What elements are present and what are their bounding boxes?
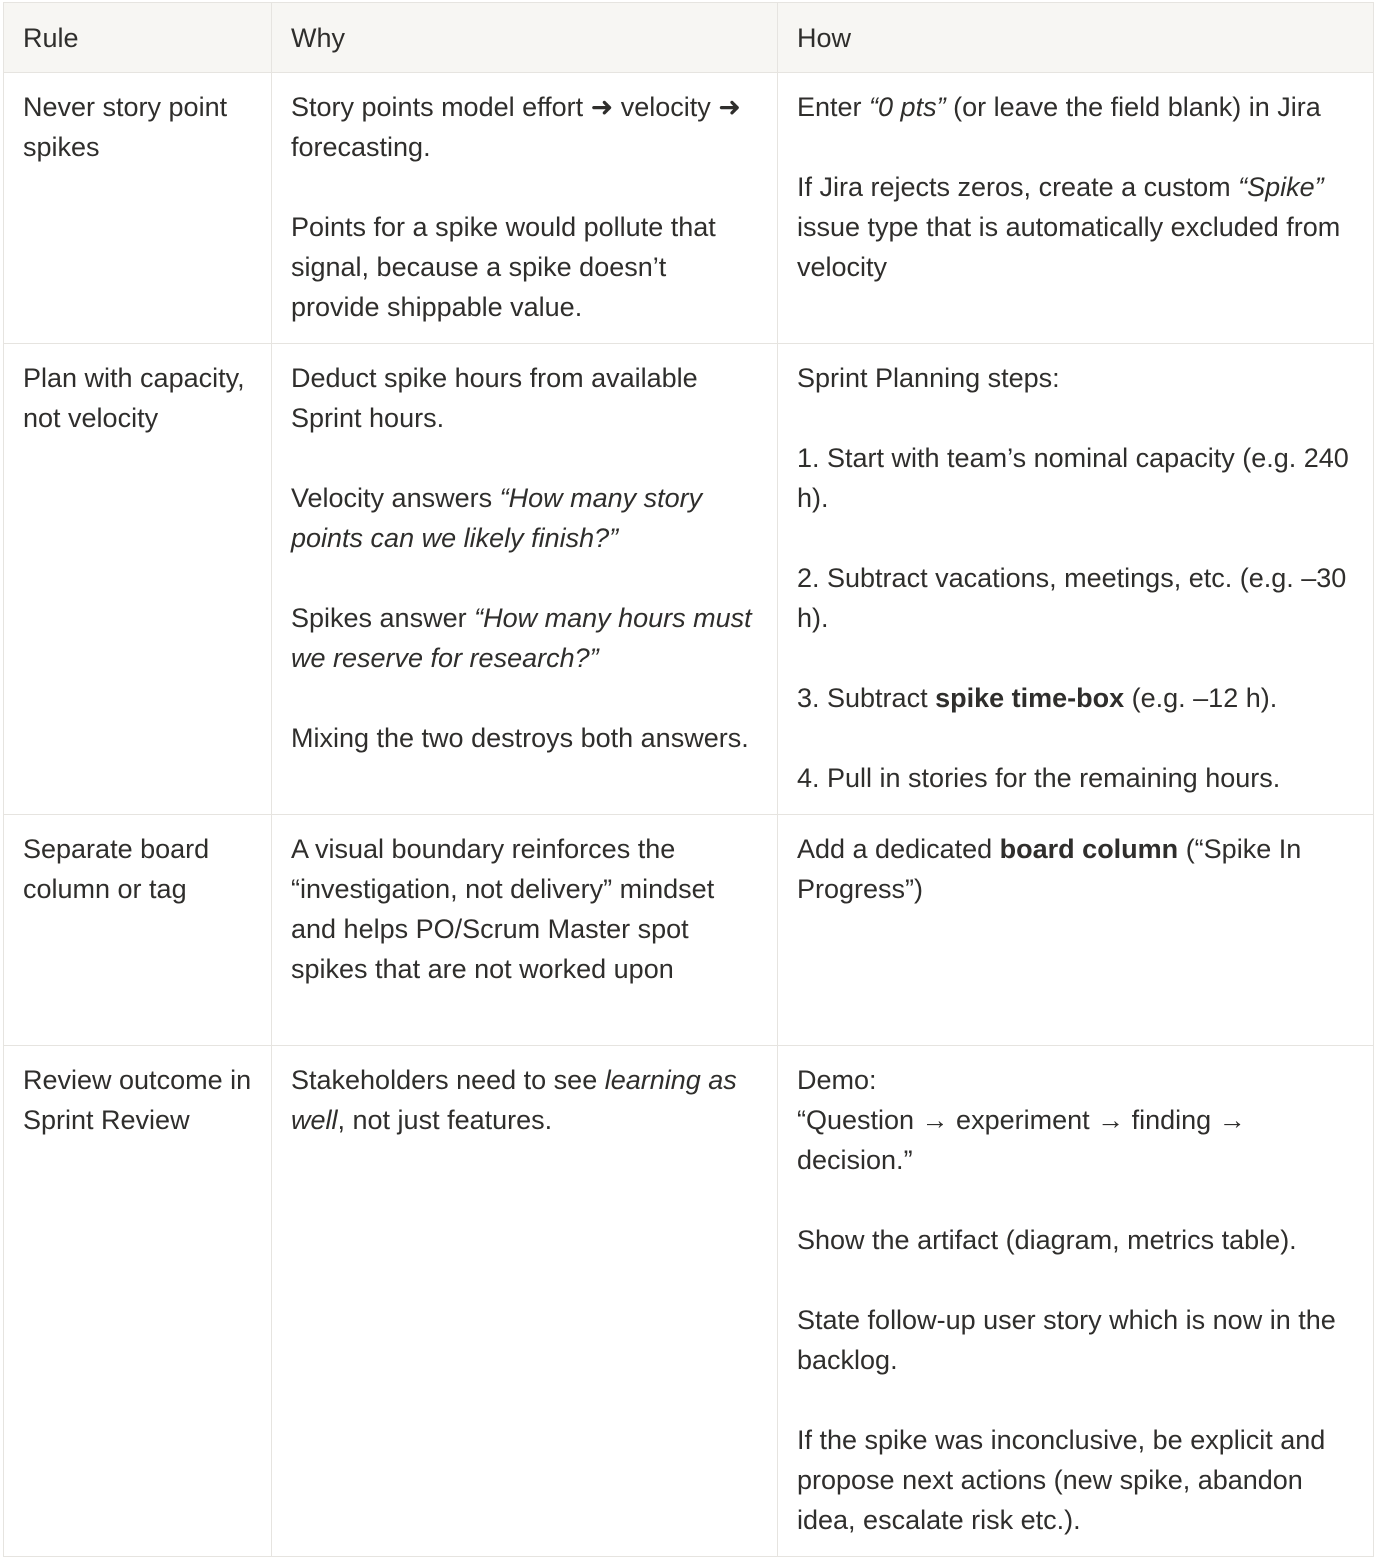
rule-cell: Plan with capacity, not velocity — [4, 344, 272, 815]
how-paragraph — [797, 87, 1355, 127]
why-paragraph: A visual boundary reinforces the “investigation, not delivery” mindset and helps PO/Scrum Master spot spikes that are not worked upon — [291, 834, 715, 984]
text-run: Enter — [797, 92, 870, 122]
italic-run: “0 pts” — [869, 92, 946, 122]
how-cell — [778, 1046, 1374, 1557]
how-paragraph: State follow-up user story which is now in the backlog. — [797, 1305, 1336, 1375]
why-paragraph: Points for a spike would pollute that signal, because a spike doesn’t provide shippable value. — [291, 212, 716, 322]
header-why: Why — [272, 3, 778, 73]
demo-label: Demo: — [797, 1065, 877, 1095]
table-row — [4, 1046, 1374, 1557]
bold-run: spike time-box — [935, 683, 1125, 713]
text-run: (“Spike In Progress”) — [797, 834, 1302, 904]
text-run: (or leave the field blank) in Jira — [945, 92, 1321, 122]
table-body — [4, 73, 1374, 1557]
how-cell — [778, 73, 1374, 344]
how-step: 4. Pull in stories for the remaining hours. — [797, 763, 1281, 793]
italic-run: “How many hours must we reserve for research?” — [291, 603, 752, 673]
why-cell — [272, 344, 778, 815]
how-cell — [778, 344, 1374, 815]
text-run: Velocity answers — [291, 483, 500, 513]
how-cell — [778, 815, 1374, 1046]
text-run: (e.g. –12 h). — [1124, 683, 1278, 713]
how-paragraph: If the spike was inconclusive, be explicit and propose next actions (new spike, abandon idea, escalate risk etc.). — [797, 1425, 1326, 1535]
why-cell — [272, 1046, 778, 1557]
italic-run: “Spike” — [1238, 172, 1324, 202]
header-how: How — [778, 3, 1374, 73]
why-paragraph: Story points model effort ➜ velocity ➜ forecasting. — [291, 92, 741, 162]
text-run: Stakeholders need to see — [291, 1065, 605, 1095]
why-paragraph: Deduct spike hours from available Sprint hours. — [291, 363, 698, 433]
demo-text: “Question → experiment → finding → decision.” — [797, 1105, 1246, 1175]
spike-rules-table — [3, 2, 1374, 1557]
italic-run: learning as well — [291, 1065, 737, 1135]
header-rule: Rule — [4, 3, 272, 73]
how-step: 2. Subtract vacations, meetings, etc. (e.g. –30 h). — [797, 563, 1347, 633]
how-paragraph — [797, 1060, 1355, 1180]
why-paragraph: Mixing the two destroys both answers. — [291, 723, 749, 753]
how-paragraph — [797, 829, 1355, 909]
why-cell — [272, 73, 778, 344]
why-paragraph — [291, 598, 759, 678]
header-row — [4, 3, 1374, 73]
why-cell — [272, 815, 778, 1046]
italic-run: “How many story points can we likely finish?” — [291, 483, 703, 553]
bold-run: board column — [999, 834, 1179, 864]
how-step — [797, 678, 1355, 718]
table-header — [4, 3, 1374, 73]
text-run: Add a dedicated — [797, 834, 1000, 864]
table-row — [4, 344, 1374, 815]
text-run: , not just features. — [337, 1105, 553, 1135]
how-paragraph: Show the artifact (diagram, metrics table). — [797, 1225, 1297, 1255]
rule-cell: Separate board column or tag — [4, 815, 272, 1046]
how-step: 1. Start with team’s nominal capacity (e.g. 240 h). — [797, 443, 1349, 513]
how-paragraph: Sprint Planning steps: — [797, 363, 1060, 393]
rule-cell: Review outcome in Sprint Review — [4, 1046, 272, 1557]
why-paragraph — [291, 478, 759, 558]
text-run: If Jira rejects zeros, create a custom — [797, 172, 1239, 202]
text-run: 3. Subtract — [797, 683, 936, 713]
why-paragraph — [291, 1060, 759, 1140]
table-row — [4, 73, 1374, 344]
text-run: issue type that is automatically excluded from velocity — [797, 212, 1341, 282]
text-run: Spikes answer — [291, 603, 475, 633]
rule-cell: Never story point spikes — [4, 73, 272, 344]
table-row — [4, 815, 1374, 1046]
how-paragraph — [797, 167, 1355, 287]
